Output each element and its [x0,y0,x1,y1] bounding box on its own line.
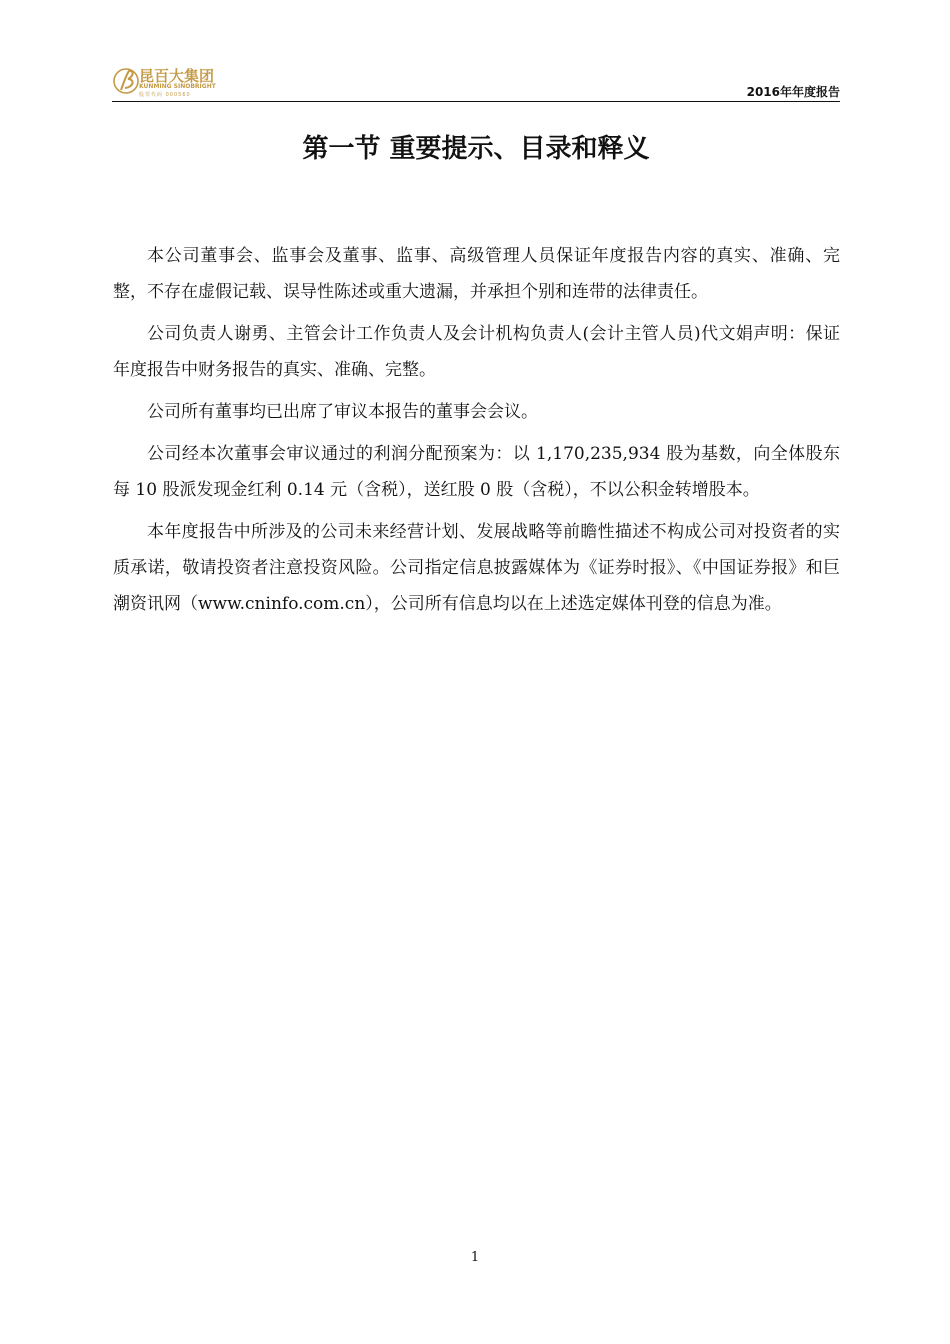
document-body [113,238,840,628]
paragraph-officer-statement: 公司负责人谢勇、主管会计工作负责人及会计机构负责人(会计主管人员)代文娟声明：保证年度报告中财务报告的真实、准确、完整。 [113,324,840,380]
page-header [112,62,840,104]
section-title: 第一节 重要提示、目录和释义 [302,134,650,164]
logo-name-cn: 昆百大集团 [139,67,215,85]
logo-stock-code: 股票代码 000560 [139,92,191,98]
logo-name-en: KUNMING SINOBRIGHT [139,83,216,90]
paragraph-profit-distribution: 公司经本次董事会审议通过的利润分配预案为：以 1,170,235,934 股为基数，向全体股东每 10 股派发现金红利 0.14 元（含税），送红股 0 股（含税），不以公积金转增股本。 [113,444,840,500]
header-divider [112,101,840,102]
paragraph-board-guarantee: 本公司董事会、监事会及董事、监事、高级管理人员保证年度报告内容的真实、准确、完整，不存在虚假记载、误导性陈述或重大遗漏，并承担个别和连带的法律责任。 [113,246,840,302]
page-number: 1 [470,1250,480,1265]
report-label: 2016年年度报告 [746,85,840,99]
paragraph-forward-looking: 本年度报告中所涉及的公司未来经营计划、发展战略等前瞻性描述不构成公司对投资者的实质承诺，敬请投资者注意投资风险。公司指定信息披露媒体为《证券时报》、《中国证券报》和巨潮资讯网（www.cninfo.com.cn），公司所有信息均以在上述选定媒体刊登的信息为准。 [113,522,840,614]
company-logo [112,62,232,102]
paragraph-board-attendance: 公司所有董事均已出席了审议本报告的董事会会议。 [147,402,538,422]
